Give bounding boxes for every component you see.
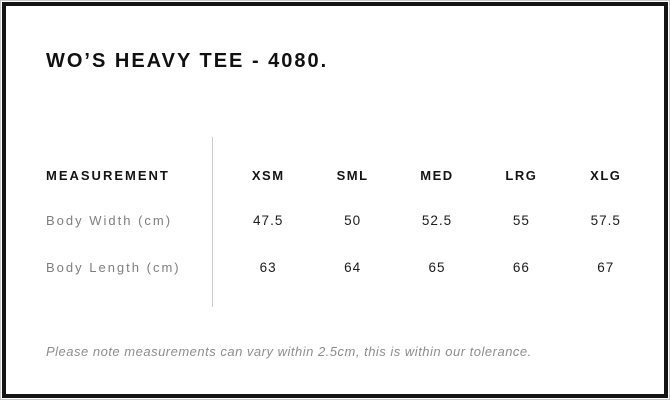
body-length-value-xsm: 63	[259, 259, 277, 275]
row-label-body-width: Body Width (cm)	[46, 212, 173, 228]
product-title: WO’S HEAVY TEE - 4080.	[46, 50, 329, 72]
size-column-header-med: MED	[420, 167, 454, 183]
body-length-value-lrg: 66	[512, 259, 530, 275]
body-width-value-xsm: 47.5	[253, 212, 284, 228]
body-width-value-sml: 50	[344, 212, 362, 228]
table-header-row	[46, 162, 648, 188]
body-width-value-xlg: 57.5	[590, 212, 621, 228]
body-length-value-med: 65	[428, 259, 446, 275]
measurement-column-header: MEASUREMENT	[46, 167, 170, 183]
tolerance-note: Please note measurements can vary within 2.5cm, this is within our tolerance.	[46, 344, 532, 359]
size-column-header-lrg: LRG	[505, 167, 538, 183]
body-length-value-sml: 64	[344, 259, 362, 275]
row-label-body-length: Body Length (cm)	[46, 259, 181, 275]
body-length-value-xlg: 67	[597, 259, 615, 275]
size-column-header-sml: SML	[336, 167, 369, 183]
size-column-header-xlg: XLG	[590, 167, 622, 183]
body-width-value-lrg: 55	[512, 212, 530, 228]
table-row-body-length	[46, 254, 648, 280]
body-width-value-med: 52.5	[421, 212, 453, 228]
size-column-header-xsm: XSM	[251, 167, 285, 183]
table-row-body-width	[46, 207, 648, 233]
